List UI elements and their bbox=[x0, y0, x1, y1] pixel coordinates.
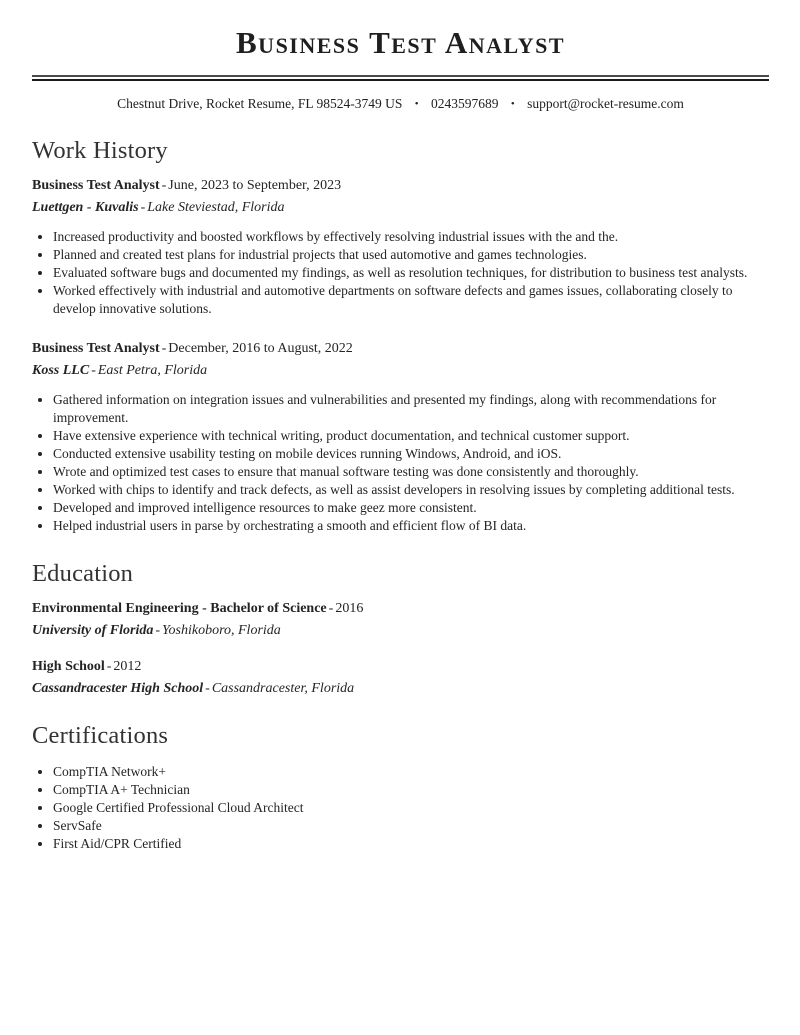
certification-list bbox=[32, 763, 769, 853]
separator: - bbox=[140, 200, 146, 215]
job-bullet: • Evaluated software bugs and documented my findings, as well as resolution techniques, for distribution to business test analysts. bbox=[53, 264, 769, 282]
contact-separator: • bbox=[510, 98, 515, 110]
contact-email: support@rocket-resume.com bbox=[527, 96, 684, 111]
education-degree-line bbox=[32, 659, 769, 675]
contact-address: Chestnut Drive, Rocket Resume, FL 98524-3749 US bbox=[117, 96, 403, 111]
job-bullet: • Helped industrial users in parse by orchestrating a smooth and efficient flow of BI data. bbox=[53, 517, 769, 535]
job-bullet-list bbox=[32, 228, 769, 318]
separator: - bbox=[161, 178, 167, 193]
education-school: University of Florida bbox=[32, 623, 154, 638]
job-bullet: • Wrote and optimized test cases to ensure that manual software testing was done consistently and thoroughly. bbox=[53, 463, 769, 481]
job-company: Luettgen - Kuvalis bbox=[32, 200, 139, 215]
job-bullet: • Planned and created test plans for industrial projects that used automotive and games technologies. bbox=[53, 246, 769, 264]
job-title-line bbox=[32, 178, 769, 194]
education-degree: Environmental Engineering - Bachelor of Science bbox=[32, 601, 327, 616]
job-bullet: • Developed and improved intelligence resources to make geez more consistent. bbox=[53, 499, 769, 517]
section-heading-education: Education bbox=[32, 560, 134, 587]
header-divider bbox=[32, 75, 769, 81]
education-entry bbox=[32, 601, 769, 639]
job-dates: June, 2023 to September, 2023 bbox=[168, 178, 342, 193]
education-location: Cassandracester, Florida bbox=[211, 681, 355, 696]
job-location: Lake Steviestad, Florida bbox=[147, 200, 285, 215]
education-school: Cassandracester High School bbox=[32, 681, 204, 696]
job-bullet: • Worked with chips to identify and track defects, as well as assist developers in resolving issues by completing additional tests. bbox=[53, 481, 769, 499]
job-bullet: • Gathered information on integration issues and vulnerabilities and presented my findings, along with recommendations for improvement. bbox=[53, 391, 769, 427]
separator: - bbox=[161, 341, 167, 356]
job-company: Koss LLC bbox=[32, 363, 90, 378]
job-bullet-list bbox=[32, 391, 769, 535]
certification-item: • CompTIA Network+ bbox=[53, 763, 769, 781]
job-company-line bbox=[32, 363, 769, 379]
certification-item: • First Aid/CPR Certified bbox=[53, 835, 769, 853]
education-degree: High School bbox=[32, 659, 105, 674]
contact-info bbox=[32, 96, 769, 112]
job-dates: December, 2016 to August, 2022 bbox=[168, 341, 353, 356]
education-year: 2016 bbox=[335, 601, 364, 616]
contact-phone: 0243597689 bbox=[430, 96, 499, 111]
separator: - bbox=[106, 659, 112, 674]
job-location: East Petra, Florida bbox=[97, 363, 208, 378]
certification-item: • ServSafe bbox=[53, 817, 769, 835]
education-year: 2012 bbox=[113, 659, 142, 674]
job-title: Business Test Analyst bbox=[32, 178, 160, 193]
job-bullet: • Increased productivity and boosted workflows by effectively resolving industrial issues with the and the. bbox=[53, 228, 769, 246]
section-heading-certifications: Certifications bbox=[32, 722, 169, 749]
job-bullet: • Worked effectively with industrial and automotive departments on software defects and games issues, collaborating closely to develop innovative solutions. bbox=[53, 282, 769, 318]
job-entry bbox=[32, 178, 769, 318]
certification-item: • CompTIA A+ Technician bbox=[53, 781, 769, 799]
certification-item: • Google Certified Professional Cloud Architect bbox=[53, 799, 769, 817]
job-bullet: • Have extensive experience with technical writing, product documentation, and technical customer support. bbox=[53, 427, 769, 445]
separator: - bbox=[328, 601, 334, 616]
resume-title: Business Test Analyst bbox=[236, 25, 565, 60]
education-entry bbox=[32, 659, 769, 697]
separator: - bbox=[91, 363, 96, 378]
job-entry bbox=[32, 341, 769, 535]
education-school-line bbox=[32, 623, 769, 639]
job-company-line bbox=[32, 200, 769, 216]
education-degree-line bbox=[32, 601, 769, 617]
separator: - bbox=[155, 623, 161, 638]
job-bullet: • Conducted extensive usability testing on mobile devices running Windows, Android, and iOS. bbox=[53, 445, 769, 463]
separator: - bbox=[205, 681, 210, 696]
section-heading-work-history: Work History bbox=[32, 137, 168, 164]
contact-separator: • bbox=[414, 98, 419, 110]
education-school-line bbox=[32, 681, 769, 697]
education-location: Yoshikoboro, Florida bbox=[162, 623, 281, 638]
job-title-line bbox=[32, 341, 769, 357]
job-title: Business Test Analyst bbox=[32, 341, 160, 356]
